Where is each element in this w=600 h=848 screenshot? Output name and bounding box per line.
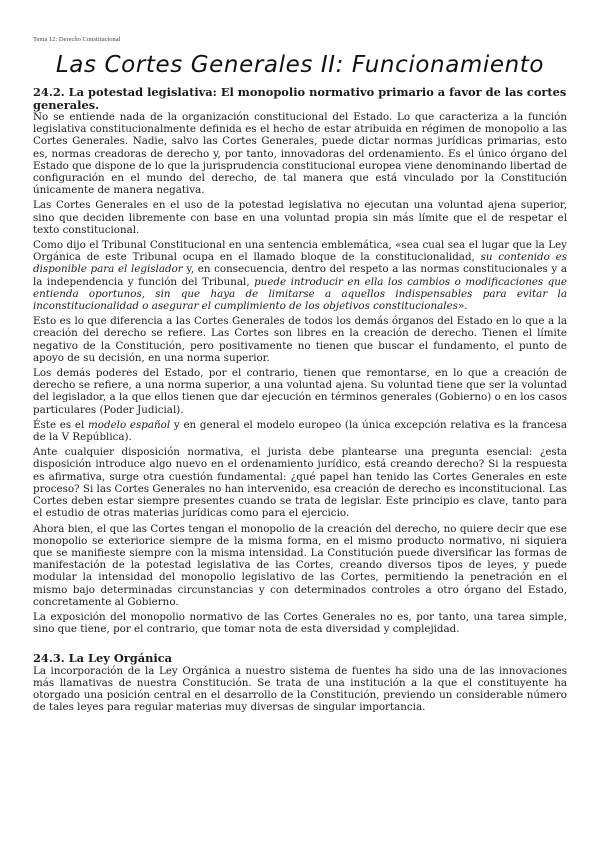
paragraph: La incorporación de la Ley Orgánica a nuestro sistema de fuentes ha sido una de las innovaciones más llamativas de nuestra Constitución. Se trata de una institución a la que el constituyente ha otorgado una posición central en el desarrollo de la Constitución, previendo un considerable número de tales leyes para regular materias muy diversas de singular importancia. xyxy=(33,664,567,714)
paragraph-quote xyxy=(33,239,567,312)
paragraph: Esto es lo que diferencia a las Cortes Generales de todos los demás órganos del Estado en lo que a la creación del derecho se refiere. Las Cortes son libres en la creación de derecho. Tienen el límite negativo de la Constitución, pero positivamente no tienen que buscar el fundamento, el punto de apoyo de su decisión, en una norma superior. xyxy=(33,315,567,364)
running-header: Tema 12: Derecho Constitucional xyxy=(33,36,121,43)
paragraph: Ahora bien, el que las Cortes tengan el monopolio de la creación del derecho, no quiere decir que ese monopolio se exteriorice siempre de la misma forma, en el mismo producto normativo, ni siquiera que se manifieste siempre con la misma intensidad. La Constitución puede diversificar las formas de manifestación de la potestad legislativa de las Cortes, creando diversos tipos de leyes, y puede modular la intensidad del monopolio legislativo de las Cortes, permitiendo la penetración en el mismo bajo determinadas circunstancias y con determinados controles a otro órgano del Estado, concretamente al Gobierno. xyxy=(33,522,567,608)
paragraph xyxy=(33,419,567,443)
text-run: Éste es el xyxy=(33,418,89,431)
text-run: y en general el modelo europeo (la única excepción relativa es la francesa de la V República). xyxy=(33,418,567,444)
document-body xyxy=(33,86,567,717)
paragraph: La exposición del monopolio normativo de las Cortes Generales no es, por tanto, una tarea simple, sino que tiene, por el contrario, que tomar nota de esta diversidad y complejidad. xyxy=(33,610,567,636)
section-heading-24-3: 24.3. La Ley Orgánica xyxy=(33,651,173,666)
text-run: Como dijo el Tribunal Constitucional en una sentencia emblemática, «sea cual sea el lugar que la Ley Orgánica de este Tribunal ocupa en el llamado bloque de la constitucionalidad, xyxy=(33,239,567,264)
italic-run: su contenido es disponible para el legislador xyxy=(33,251,567,276)
text-run: ». xyxy=(457,300,468,313)
text-run: y, en consecuencia, dentro del respeto a las normas constitucionales y a la independencia y función del Tribunal, xyxy=(33,263,568,288)
paragraph: Las Cortes Generales en el uso de la potestad legislativa no ejecutan una voluntad ajena superior, sino que deciden libremente con base en una voluntad propia sin más límite que el de respetar el texto constitucional. xyxy=(33,199,567,236)
italic-run: puede introducir en ella los cambios o modificaciones que entienda oportunos, sin que haya de limitarse a aquellos indispensables para evitar la inconstitucionalidad o asegurar el cumplimiento de los objetivos constitucionales xyxy=(33,275,567,313)
paragraph: Los demás poderes del Estado, por el contrario, tienen que remontarse, en lo que a creación de derecho se refiere, a una norma superior, a una voluntad ajena. Su voluntad tiene que ser la voluntad del legislador, a la que ellos tienen que dar ejecución en términos generales (Gobierno) o en los casos particulares (Poder Judicial). xyxy=(33,367,567,416)
italic-run: modelo español xyxy=(88,418,171,431)
section-heading-24-2: 24.2. La potestad legislativa: El monopolio normativo primario a favor de las cortes generales. xyxy=(33,85,567,112)
paragraph: No se entiende nada de la organización constitucional del Estado. Lo que caracteriza a la función legislativa constitucionalmente definida es el hecho de estar atribuida en régimen de monopolio a las Cortes Generales. Nadie, salvo las Cortes Generales, puede dictar normas jurídicas primarias, esto es, normas creadoras de derecho y, por tanto, innovadoras del ordenamiento. Es el único órgano del Estado que dispone de lo que la jurisprudencia constitucional europea viene denominando libertad de configuración en el mundo del derecho, de tal manera que está vinculado por la Constitución únicamente de manera negativa. xyxy=(33,111,567,197)
section-spacer xyxy=(33,638,567,652)
chapter-title: Las Cortes Generales II: Funcionamiento xyxy=(55,52,545,78)
paragraph: Ante cualquier disposición normativa, el jurista debe plantearse una pregunta esencial: ¿esta disposición introduce algo nuevo en el ordenamiento jurídico, está creando derecho? Si la respuesta es afirmativa, surge otra cuestión fundamental: ¿qué papel han tenido las Cortes Generales en este proceso? Si las Cortes Generales no han intervenido, esa creación de derecho es inconstitucional. Las Cortes deben estar siempre presentes cuando se trata de legislar. Este principio es clave, tanto para el estudio de otras materias jurídicas como para el ejercicio. xyxy=(33,446,567,520)
